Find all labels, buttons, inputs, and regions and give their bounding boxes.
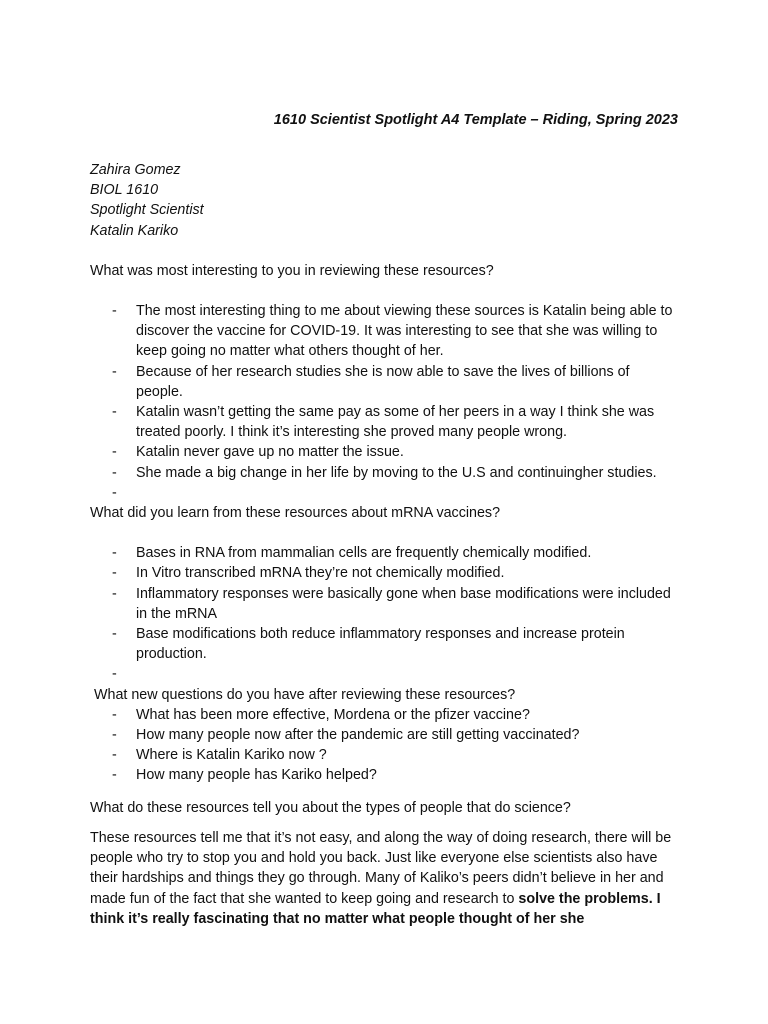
list-item: - How many people has Kariko helped? [90,765,680,785]
question-3: What new questions do you have after reviewing these resources? [94,686,516,703]
list-item: - Base modifications both reduce inflammatory responses and increase protein production. [90,624,680,664]
question-4: What do these resources tell you about the types of people that do science? [90,799,571,816]
list-item: - Because of her research studies she is now able to save the lives of billions of people. [90,362,680,402]
list-item: - The most interesting thing to me about viewing these sources is Katalin being able to discover the vaccine for COVID-19. It was interesting to see that she was willing to keep going no matter what others thought of her. [90,301,680,362]
answer-text: These resources tell me that it’s not easy, and along the way of doing research, there will be people who try to stop you and hold you back. Just like everyone else scientists also have their hardships and things they go through. Many of Kaliko’s peers didn’t believe in her and made fun of the fact that she wanted to keep going and research to [90,829,672,907]
course-code: BIOL 1610 [90,182,159,199]
list-item: - In Vitro transcribed mRNA they’re not chemically modified. [90,563,680,583]
question-3-answers [90,705,680,786]
question-4-answer [90,828,680,929]
list-item-empty [90,664,680,684]
list-item: - How many people now after the pandemic are still getting vaccinated? [90,725,680,745]
document-body [90,160,680,929]
question-1-answers [90,301,680,503]
list-item: - She made a big change in her life by moving to the U.S and continuingher studies. [90,463,680,483]
assignment-name: Spotlight Scientist [90,202,204,219]
question-2: What did you learn from these resources about mRNA vaccines? [90,505,501,522]
list-item: - Bases in RNA from mammalian cells are frequently chemically modified. [90,543,680,563]
scientist-name: Katalin Kariko [90,222,179,239]
list-item: - Katalin never gave up no matter the issue. [90,442,680,462]
list-item: - Katalin wasn’t getting the same pay as some of her peers in a way I think she was treated poorly. I think it’s interesting she proved many people wrong. [90,402,680,442]
list-item: - What has been more effective, Mordena or the pfizer vaccine? [90,705,680,725]
list-item: - Where is Katalin Kariko now ? [90,745,680,765]
list-item-empty [90,483,680,503]
document-header-title: 1610 Scientist Spotlight A4 Template – Riding, Spring 2023 [273,112,678,128]
student-name: Zahira Gomez [90,162,181,178]
question-1: What was most interesting to you in reviewing these resources? [90,262,494,279]
list-item: - Inflammatory responses were basically gone when base modifications were included in the mRNA [90,584,680,624]
question-2-answers [90,543,680,684]
answer-text-bold: solve the problems. I think it’s really fascinating that no matter what people thought of her she [90,890,661,927]
